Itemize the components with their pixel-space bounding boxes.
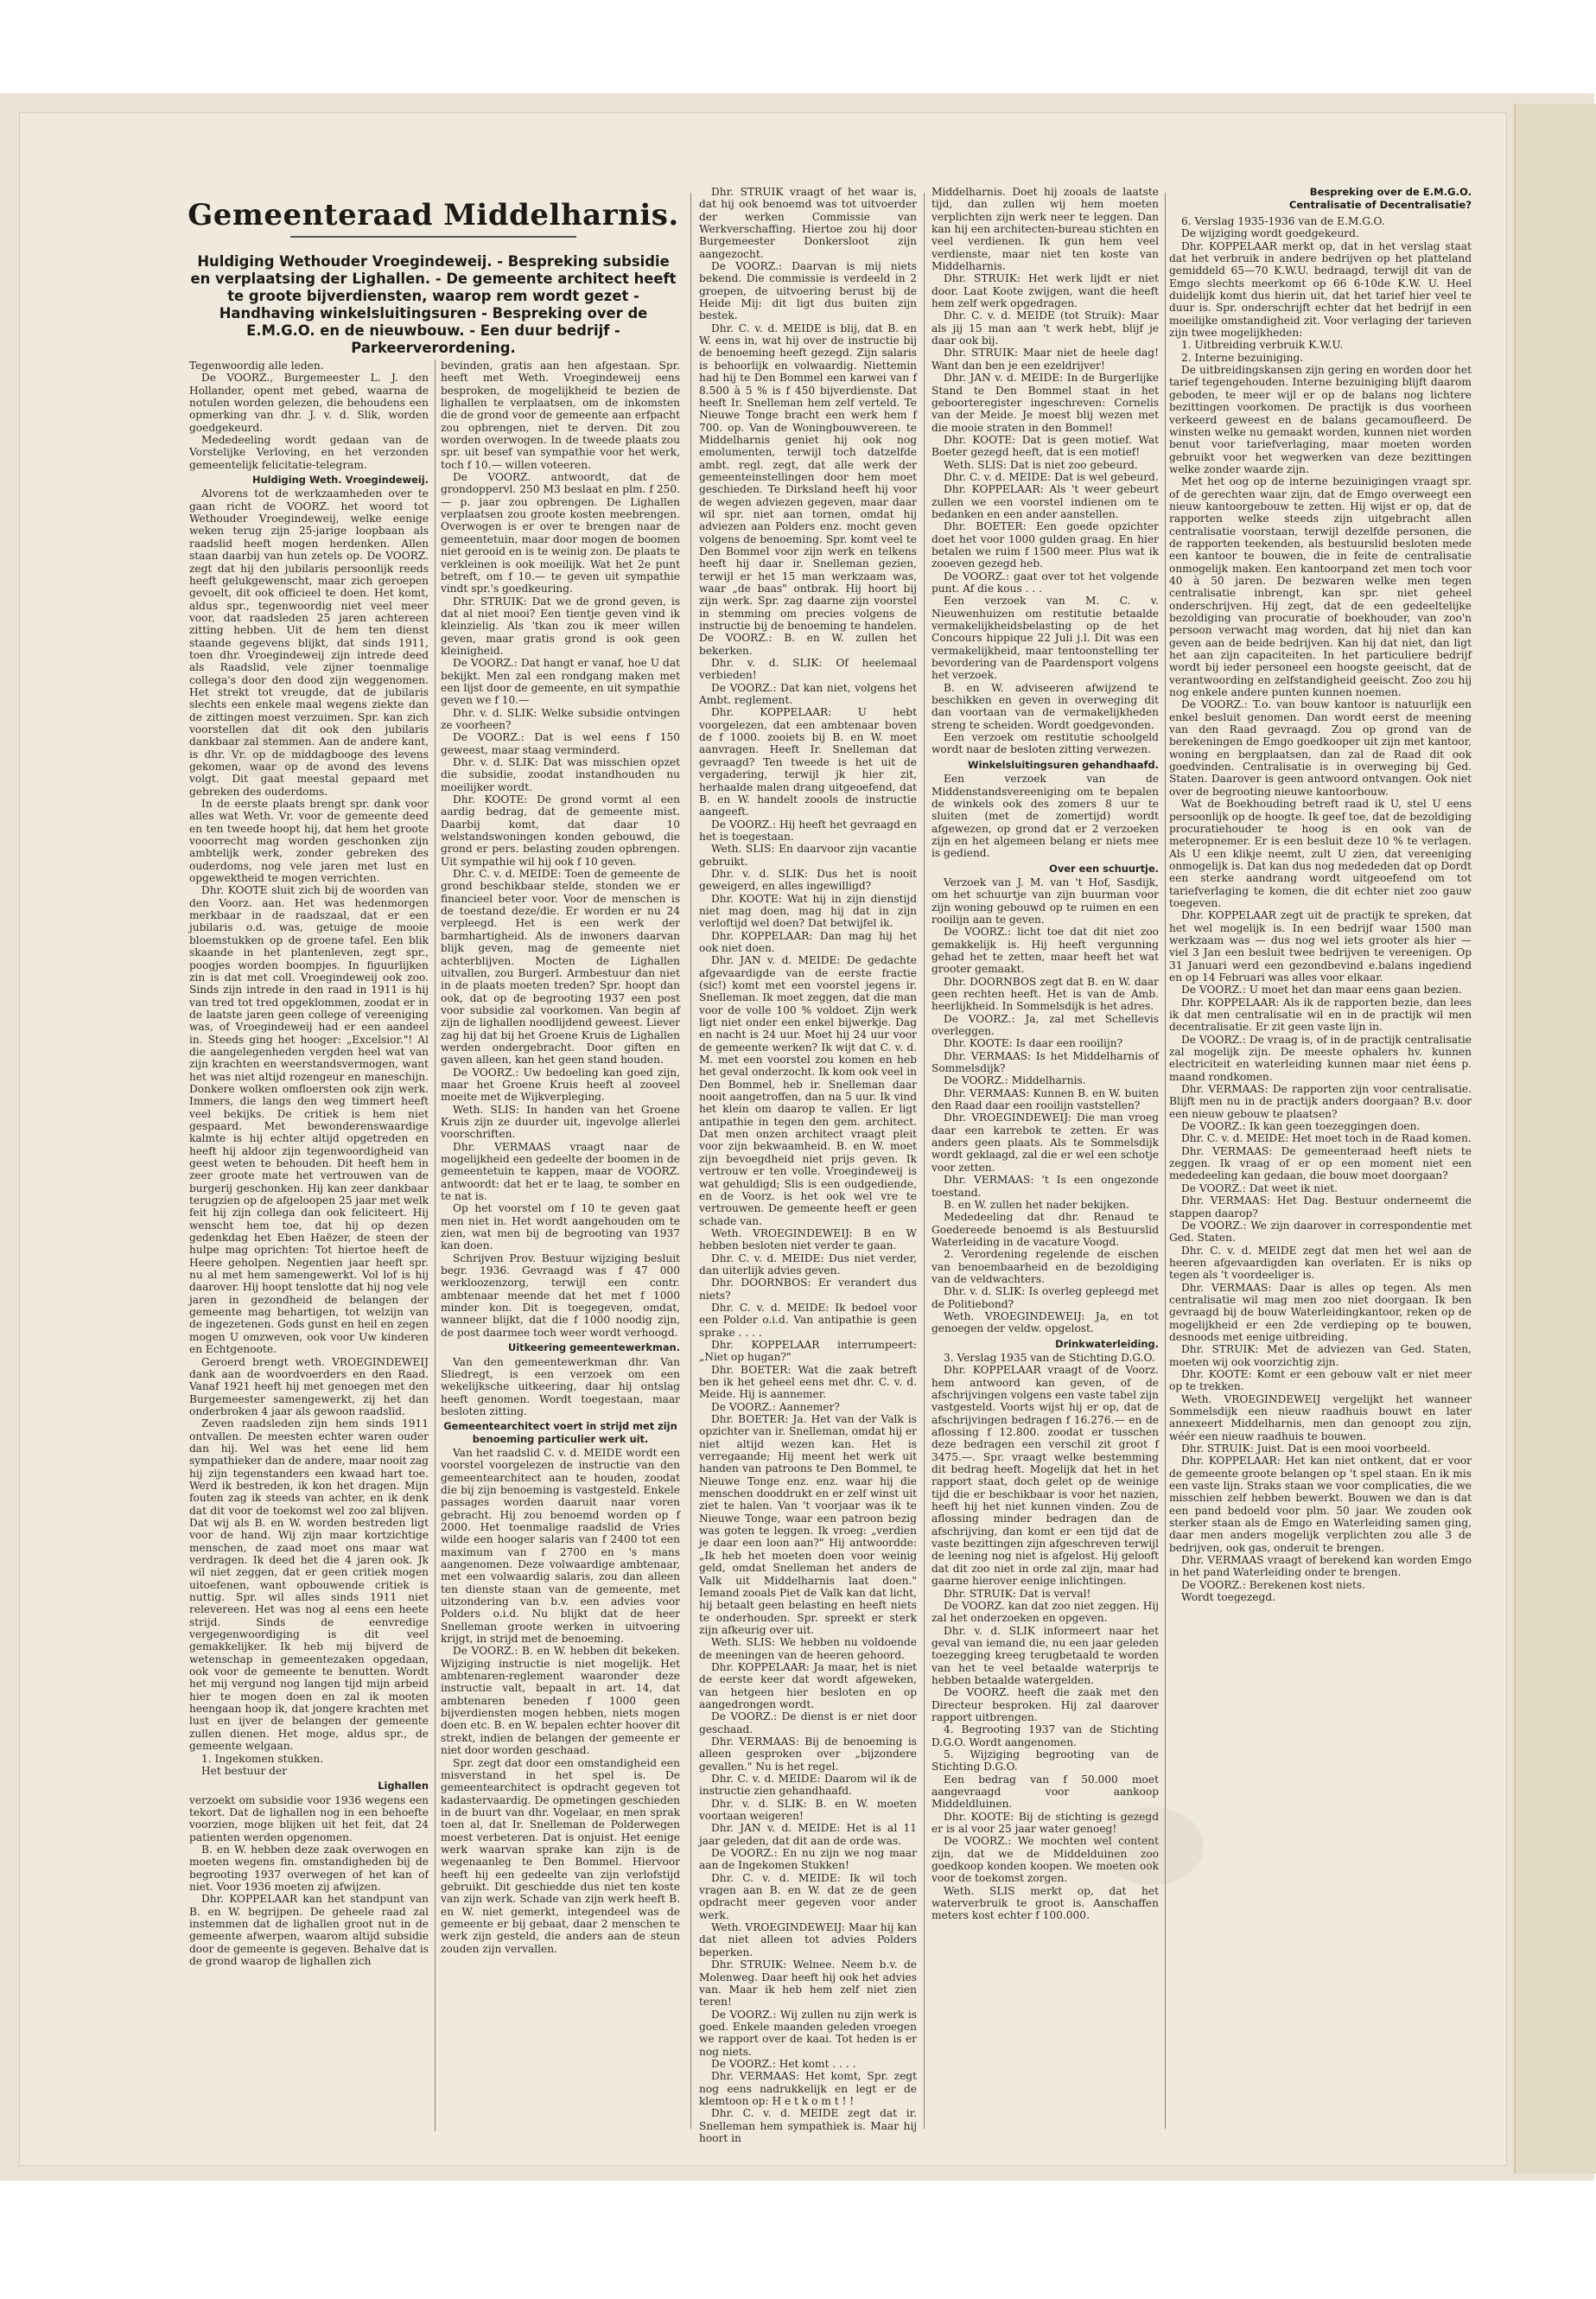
paragraph: De VOORZ.: Ja, zal met Schellevis overleggen. bbox=[932, 1012, 1159, 1038]
section-heading: Lighallen bbox=[378, 1780, 429, 1793]
paragraph: Weth. SLIS: En daarvoor zijn vacantie gebruikt. bbox=[699, 843, 917, 868]
paragraph: De VOORZ. heeft die zaak met den Directeur besproken. Hij zal daarover rapport uitbrengen. bbox=[932, 1686, 1159, 1723]
paragraph: Dhr. v. d. SLIK informeert naar het geval van iemand die, nu een jaar geleden toezegging kreeg terugbetaald te worden van het te veel betaalde waterprijs te hebben betaalde watergelden. bbox=[932, 1624, 1159, 1686]
paragraph: Dhr. KOPPELAAR kan het standpunt van B. en W. begrijpen. De geheele raad zal instemmen dat de lighallen groot nut in de gemeente afwerpen, waarom altijd subsidie door de gemeente is gegeven. Behalve dat is de grond waarop de lighallen zich bbox=[189, 1893, 429, 1967]
paragraph: Dhr. VERMAAS: Het komt, Spr. zegt nog eens nadrukkelijk en legt er de klemtoon op: H e t k o m t ! ! bbox=[699, 2070, 917, 2107]
paragraph: De VOORZ.: Ik kan geen toezeggingen doen. bbox=[1181, 1120, 1421, 1133]
paper-stain bbox=[227, 718, 305, 779]
paragraph: De VOORZ.: T.o. van bouw kantoor is natuurlijk een enkel besluit genomen. Dan wordt eerst de meening van den Raad gevraagd. Zou op grond van de berekeningen de Emgo goedkooper uit zijn met kantoor, woning en bergplaatsen, dan zal de Raad dit ook goedvinden. Centralisatie is in overweging bij Ged. Staten. Daarover is geen antwoord ontvangen. Ook niet over de begrooting nieuwe kantoorbouw. bbox=[1169, 698, 1472, 798]
paragraph: Dhr. KOOTE sluit zich bij de woorden van den Voorz. aan. Het was hedenmorgen merkbaar in de raadszaal, dat er een jubilaris o.d. was, getuige de mooie bloemstukken op de groene tafel. Een blik skaande in het plantenleven, zegt spr., poogjes worden boompjes. In figuurlijken zin is dat met coll. Vroegindeweij ook zoo. Sinds zijn intrede in den raad in 1911 is hij van tred tot tred opgeklommen, zoodat er in de laatste jaren geen college of vereeniging was, of Vroegindeweij had er een aandeel in. Steeds ging het hooger: „Excelsior."! Al die aangelegenheden vergden heel wat van zijn krachten en weerstandsvermogen, want het was niet altijd rozengeur en maneschijn. Donkere wolken omfloersten ook zijn werk. Immers, die langs den weg timmert heeft veel bekijks. De critiek is hem niet gespaard. Met bewonderenswaardige kalmte is hij echter altijd opgetreden en heeft hij aldoor zijn tegenwoordigheid van geest weten te behouden. Dit heeft hem in zeer groote mate het vertrouwen van de burgerij geschonken. Hij kan zeer dankbaar terugzien op de afgeloopen 25 jaar met welk feit hij zijn collega dan ook feliciteert. Hij wenscht hem toe, dat hij op dezen gedenkdag het Eben Haëzer, de steen der hulpe mag oprichten: Tot hiertoe heeft de Heere geholpen. Negentien jaar heeft spr. nu al met hem samengewerkt. Vol lof is hij daarover. Hij hoopt tenslotte dat hij nog vele jaren in gezondheid de belangen der gemeente mag behartigen, tot welzijn van de ingezetenen. Gods gunst en heil en zegen mogen U omzweven, ook voor Uw kinderen en Echtgenoote. bbox=[189, 884, 429, 1356]
section-heading: Huldiging Weth. Vroegindeweij. bbox=[251, 474, 429, 487]
paragraph: Wordt toegezegd. bbox=[1181, 1591, 1276, 1604]
paragraph: Dhr. VERMAAS vraagt of berekend kan worden Emgo in het pand Waterleiding onder te brengen. bbox=[1169, 1554, 1472, 1579]
paragraph: Dhr. JAN v. d. MEIDE: Het is al 11 jaar geleden, dat dit aan de orde was. bbox=[699, 1822, 917, 1847]
paragraph: Verzoek van J. M. van 't Hof, Sasdijk, om het schuurtje van zijn buurman voor zijn woning gebouwd op te ruimen en een rooilijn aan te geven. bbox=[932, 876, 1159, 926]
paragraph: Dhr. KOOTE: Is daar een rooilijn? bbox=[944, 1037, 1123, 1050]
paragraph: Weth. SLIS: We hebben nu voldoende de meeningen van de heeren gehoord. bbox=[699, 1636, 917, 1661]
section-heading: Uitkeering gemeentewerkman. bbox=[508, 1341, 680, 1354]
paragraph: Met het oog op de interne bezuinigingen vraagt spr. of de gerechten waar zijn, dat de Emgo overweegt een nieuw kantoorgebouw te zetten. Hij wijst er op, dat de rapporten welke steeds zijn uitgebracht allen centralisatie voorstaan, terwijl dezelfde personen, die de rapporten teekenden, als bestuurslid besloten mede een kantoor te bouwen, die in feite de centralisatie onmogelijk maken. Een kantoorpand zet men toch voor 40 à 50 jaren. De bezwaren welke men tegen centralisatie inbrengt, kan spr. niet geheel onderschrijven. Hij zegt, dat de een gedeeltelijke bezoldiging van procuratie of boekhouder, van zoo'n persoon verwacht mag worden, dat hij niet dan kan geven aan de beide bedrijven. Kan hij dat niet, dan ligt het aan zijn capaciteiten. In het particuliere bedrijf wordt bij ieder personeel een hoogste geeischt, dat de verantwoording en zelfstandigheid geeischt. Zoo zou hij nog enkele andere punten kunnen noemen. bbox=[1169, 475, 1472, 699]
section-heading: Winkelsluitingsuren gehandhaafd. bbox=[968, 758, 1159, 771]
paragraph: Dhr. STRUIK: Dat is verval! bbox=[944, 1587, 1091, 1600]
paragraph: Dhr. KOPPELAAR vraagt of de Voorz. hem antwoord kan geven, of de afschrijvingen volgens een vaste tabel zijn vastgesteld. Voorts wijst hij er op, dat de afschrijvingen bedragen f 16.276.— en de aflossing f 12.800. zoodat er tusschen deze bedragen een verschil zit groot f 3475.—. Spr. vraagt welke bestemming dit bedrag heeft. Mogelijk dat het in het rapport staat, doch gelet op de weinige tijd die er beschikbaar is voor het nazien, heeft hij het niet kunnen vinden. Zou de aflossing minder bedragen dan de afschrijving, dan komt er een tijd dat de vaste bezittingen zijn afgeschreven terwijl de leening nog niet is afgelost. Hij gelooft dat dit zoo niet in orde zal zijn, maar had gaarne hierover eenige inlichtingen. bbox=[932, 1364, 1159, 1588]
paragraph: Dhr. VERMAAS: De rapporten zijn voor centralisatie. Blijft men nu in de practijk anders doorgaan? B.v. door een nieuw gebouw te plaatsen? bbox=[1169, 1083, 1472, 1120]
paragraph: Geroerd brengt weth. VROEGINDEWEIJ dank aan de woordvoerders en den Raad. Vanaf 1921 heeft hij met genoegen met den Burgemeester samengewerkt, zij het dan onderbroken 4 jaar als gewoon raadslid. bbox=[189, 1355, 429, 1417]
paragraph: Dhr. BOETER: Wat die zaak betreft ben ik het geheel eens met dhr. C. v. d. Meide. Hij is aannemer. bbox=[699, 1363, 917, 1401]
section-subtitle-line: Centralisatie of Decentralisatie? bbox=[1288, 199, 1472, 211]
newspaper-page bbox=[19, 112, 1507, 2166]
paragraph: verzoekt om subsidie voor 1936 wegens een tekort. Dat de lighallen nog in een behoefte voorzien, moge blijken uit het feit, dat 24 patienten werden opgenomen. bbox=[189, 1793, 429, 1844]
article-masthead bbox=[187, 198, 680, 357]
paragraph: Dhr. KOOTE: De grond vormt al een aardig bedrag, dat de gemeente mist. Daarbij komt, dat daar 10 welstandswoningen konden gebouwd, die grond er pers. belasting zouden opbrengen. Uit sympathie wil hij ook f 10 geven. bbox=[441, 793, 680, 868]
paragraph: Dhr. BOETER: Ja. Het van der Valk is opzichter van ir. Snelleman, omdat hij er niet altijd wezen kan. Het is verregaande; Hij meent het werk uit handen van patroons te Den Bommel, te Nieuwe Tonge enz. enz. waar hij die menschen dooddrukt en er zelf winst uit ziet te halen. Van 't voorjaar was ik te Nieuwe Tonge, waar een patroon bezig was goten te leggen. Ik vroeg: „verdien je daar een loon aan?" Hij antwoordde: „Ik heb het moeten doen voor weinig geld, omdat Snelleman het anders de Valk uit Middelharnis laat doen." Iemand zooals Piet de Valk kan dat licht, hij betaalt geen belasting en heeft niets te onderhouden. Spr. spreekt er sterk zijn afkeurig over uit. bbox=[699, 1413, 917, 1636]
paragraph: De VOORZ.: We mochten wel content zijn, dat we de Middelduinen zoo goedkoop konden koopen. We moeten ook voor de toekomst zorgen. bbox=[932, 1835, 1159, 1885]
paragraph: Dhr. v. d. SLIK: Is overleg gepleegd met de Politiebond? bbox=[932, 1285, 1159, 1310]
paragraph: De VOORZ. kan dat zoo niet zeggen. Hij zal het onderzoeken en opgeven. bbox=[932, 1599, 1159, 1625]
paragraph: Dhr. JAN v. d. MEIDE: In de Burgerlijke Stand te Den Bommel staat in het geboorteregister ingeschreven: Cornelis van der Meide. Je moest blij wezen met die mooie straten in den Bommel! bbox=[932, 372, 1159, 434]
paragraph: De VOORZ.: licht toe dat dit niet zoo gemakkelijk is. Hij heeft vergunning gehad het te zetten, maar heeft het wat grooter gemaakt. bbox=[932, 926, 1159, 976]
paragraph: Dhr. VERMAAS: Is het Middelharnis of Sommelsdijk? bbox=[932, 1049, 1159, 1075]
paragraph: Dhr. JAN v. d. MEIDE: De gedachte afgevaardigde van de eerste fractie (sic!) komt met een voorstel jegens ir. Snelleman. Ik moet zeggen, dat die man voor de volle 100 % voldoet. Zijn werk ligt niet onder een enkel bijwerkje. Dag en nacht is 24 uur. Moet hij 24 uur voor de gemeente werken? Ik wijt dat C. v. d. M. met een voorstel zou komen en heb het geval onderzocht. Ik kom ook veel in Den Bommel, heb ir. Snelleman daar nooit aangetroffen, dan na 5 uur. Ik vind het klein om daarop te vallen. Er ligt antipathie in tegen den gem. architect. Dat men onzen architect vraagt pleit voor zijn bekwaamheid. B. en W. moet zijn bevoegdheid niet prijs geven. Ik vertrouw er ten volle. Vroegindeweij is wat gehuldigd; Slis is een oudgediende, en de Voorz. is het ook wel vre te vertrouwen. De gemeente heeft er geen schade van. bbox=[699, 954, 917, 1227]
paragraph: Dhr. v. d. SLIK: Welke subsidie ontvingen ze voorheen? bbox=[441, 706, 680, 731]
paragraph: bevinden, gratis aan hen afgestaan. Spr. heeft met Weth. Vroegindeweij eens besproken, de mogelijkheid te bezien de lighallen te verplaatsen, om de inkomsten die de grond voor de gemeente aan erfpacht zou opbrengen, niet te derven. Dit zou worden overwogen. In de tweede plaats zou spr. uit besef van sympathie voor het werk, toch f 10.— willen voteeren. bbox=[441, 360, 680, 471]
paragraph: Weth. VROEGINDEWEIJ: Ja, en tot genoegen der veldw. opgelost. bbox=[932, 1309, 1159, 1335]
paragraph: Dhr. BOETER: Een goede opzichter doet het voor 1000 gulden graag. En hier betalen we ruim f 1500 meer. Plus wat ik zooeven gezegd heb. bbox=[932, 520, 1159, 570]
paragraph: Dhr. KOPPELAAR zegt uit de practijk te spreken, dat het wel mogelijk is. In een bedrijf waar 1500 man werkzaam was — dus nog wel iets grooter als hier — viel 3 Jan een besluit twee bedrijven te vereenigen. Op 31 Januari werd een gezondbevind e.balans ingediend en op 14 Februari was alles voor elkaar. bbox=[1169, 909, 1472, 984]
paragraph: De VOORZ.: De dienst is er niet door geschaad. bbox=[699, 1710, 917, 1735]
paragraph: Dhr. C. v. d. MEIDE: Dus niet verder, dan uiterlijk advies geven. bbox=[699, 1251, 917, 1277]
paragraph: Dhr. STRUIK: Dat we de grond geven, is dat al niet mooi? Een tientje geven vind ik kleinzielig. Als 'tkan zou ik meer willen geven, maar gratis grond is ook geen kleinigheid. bbox=[441, 595, 680, 657]
paragraph: Dhr. C. v. d. MEIDE: Ik wil toch vragen aan B. en W. dat ze de geen opdracht meer gegeven voor ander werk. bbox=[699, 1871, 917, 1921]
paragraph: Dhr. VERMAAS: De gemeenteraad heeft niets te zeggen. Ik vraag of er op een moment niet een mededeeling kan gedaan, die bouw moet doorgaan? bbox=[1169, 1144, 1472, 1182]
paragraph: De VOORZ.: U moet het dan maar eens gaan bezien. bbox=[1181, 984, 1462, 997]
paragraph: Dhr. STRUIK: Maar niet de heele dag! Want dan ben je een ezeldrijver! bbox=[932, 347, 1159, 372]
paragraph: Dhr. VERMAAS vraagt naar de mogelijkheid een gedeelte der boomen in de gemeentetuin te kappen, maar de VOORZ. antwoordt: dat het er te laag, te somber en te nat is. bbox=[441, 1140, 680, 1203]
paragraph: Mededeeling dat dhr. Renaud te Goedereede benoemd is als Bestuurslid Waterleiding in de vacature Voogd. bbox=[932, 1211, 1159, 1248]
section-heading: Gemeentearchitect voert in strijd met zijn benoeming particulier werk uit. bbox=[443, 1420, 677, 1445]
paragraph: De VOORZ.: Het komt . . . . bbox=[711, 2057, 856, 2070]
paragraph: Dhr. C. v. d. MEIDE (tot Struik): Maar als jij 15 man aan 't werk hebt, blijf je daar ook bij. bbox=[932, 309, 1159, 347]
paragraph: Schrijven Prov. Bestuur wijziging besluit begr. 1936. Gevraagd was f 47 000 werkloozenzorg, terwijl een contr. ambtenaar meende dat het met f 1000 minder kon. Dit is toegegeven, omdat, wanneer blijkt, dat die f 1000 noodig zijn, de post daarmee toch weer wordt verhoogd. bbox=[441, 1251, 680, 1339]
text-column-2 bbox=[441, 360, 680, 2135]
text-column-5 bbox=[1169, 215, 1472, 2164]
column-rule bbox=[690, 193, 691, 2129]
paragraph: Wat de Boekhouding betreft raad ik U, stel U eens persoonlijk op de hoogte. Ik geef toe, dat de bezoldiging procuratiehouder te hoog is en ook van de meteropnemer. Er is een besluit deze 10 % te verlagen. Als U een klikje neemt, zult U zien, dat vereeniging onmogelijk is. Dat kan dus nog medededen dat op Dordt een sterke aandrang wordt uitgeoefend om tot tariefverlaging te komen, die dit echter niet zoo gauw toegeven. bbox=[1169, 798, 1472, 909]
paragraph: Dhr. KOPPELAAR: Dan mag hij het ook niet doen. bbox=[699, 929, 917, 954]
paragraph: Weth. SLIS merkt op, dat het waterverbruik te groot is. Aanschaffen meters kost echter f 100.000. bbox=[932, 1884, 1159, 1922]
paragraph: Dhr. KOPPELAAR: Als ik de rapporten bezie, dan lees ik dat men centralisatie wil en in de practijk wil men decentralisatie. Er zit geen vaste lijn in. bbox=[1169, 996, 1472, 1034]
paragraph: De VOORZ.: De vraag is, of in de practijk centralisatie zal mogelijk zijn. De meeste ophalers hv. kunnen electriciteit en waterleiding kunnen maar niet éens p. maand rondkomen. bbox=[1169, 1033, 1472, 1083]
paragraph: Dhr. KOOTE: Komt er een gebouw valt er niet meer op te trekken. bbox=[1169, 1367, 1472, 1393]
paper-stain bbox=[1100, 1807, 1204, 1885]
paragraph: De VOORZ.: Uw bedoeling kan goed zijn, maar het Groene Kruis heeft al zooveel moeite met de Wijkverpleging. bbox=[441, 1066, 680, 1104]
paragraph: Dhr. VERMAAS: 't Is een ongezonde toestand. bbox=[932, 1174, 1159, 1199]
paragraph: Dhr. VERMAAS: Het Dag. Bestuur onderneemt die stappen daarop? bbox=[1169, 1194, 1472, 1220]
paragraph: 3. Verslag 1935 van de Stichting D.G.O. bbox=[944, 1351, 1155, 1364]
paragraph: De VOORZ.: Hij heeft het gevraagd en het is toegestaan. bbox=[699, 818, 917, 843]
paragraph: De VOORZ., Burgemeester L. J. den Hollander, opent met gebed, waarna de notulen worden gelezen, die behoudens een opmerking van dhr. J. v. d. Slik, worden goedgekeurd. bbox=[189, 372, 429, 434]
paragraph: De VOORZ.: Dat weet ik niet. bbox=[1181, 1181, 1338, 1194]
paragraph: De VOORZ.: gaat over tot het volgende punt. Af die kous . . . bbox=[932, 570, 1159, 595]
list-item: 1. Uitbreiding verbruik K.W.U. bbox=[1181, 339, 1344, 352]
article-title: Gemeenteraad Middelharnis. bbox=[188, 198, 679, 232]
paragraph: Weth. VROEGINDEWEIJ vergelijkt het wanneer Sommelsdijk een nieuw raadhuis bouwt en later annexeert Middelharnis, men dan genoopt zou zijn, wéér een nieuw raadhuis te bouwen. bbox=[1169, 1392, 1472, 1442]
paragraph: De VOORZ.: En nu zijn we nog maar aan de Ingekomen Stukken! bbox=[699, 1847, 917, 1872]
column-rule bbox=[924, 193, 925, 2129]
article-deck: Huldiging Wethouder Vroegindeweij. - Bespreking subsidie en verplaatsing der Lighallen. - De gemeente architect heeft te groote bijverdiensten, waarop rem wordt gezet - Handhaving winkelsluitingsuren - Bespreking over de E.M.G.O. en de nieuwbouw. - Een duur bedrijf - Parkeerverordening. bbox=[190, 253, 677, 356]
paragraph: Dhr. KOOTE: Bij de stichting is gezegd er is al voor 25 jaar water genoeg! bbox=[932, 1810, 1159, 1836]
paragraph: Dhr. C. v. d. MEIDE zegt dat ir. Snelleman hem sympathiek is. Maar hij hoort in bbox=[699, 2107, 917, 2144]
paragraph: Dhr. C. v. d. MEIDE is blij, dat B. en W. eens in, wat hij over de instructie bij de benoeming heeft gezegd. Zijn salaris is behoorlijk en volwaardig. Niettemin had hij te Den Bommel een karwei van f 8.500 à 5 % is f 450 bijverdienste. Dat heeft Ir. Snelleman hem zelf verteld. Te Nieuwe Tonge bracht een werk hem f 700. op. Van de Woningbouwvereen. te Middelharnis geniet hij ook nog emolumenten, terwijl toch datzelfde ambt. regl. zegt, dat alle werk der gemeenteinstellingen door hem moet geschieden. Te Dirksland heeft hij voor de wegen adviezen gegeven, maar daar wil spr. niet aan tornen, omdat hij adviezen aan Polders enz. mocht geven volgens de benoeming. Spr. komt veel te Den Bommel voor zijn werk en telkens heeft hij daar ir. Snelleman gezien, terwijl er het 15 man werkzaam was, waar „de baas" ontbrak. Hij hoort bij zijn werk. Spr. zag daarne zijn voorstel in stemming om precies volgens de instructie bij de benoeming te handelen. De VOORZ.: B. en W. zullen het bekerken. bbox=[699, 322, 917, 657]
paragraph: Dhr. STRUIK: Welnee. Neem b.v. de Molenweg. Daar heeft hij ook het advies van. Maar ik heb hem zelf niet zien teren! bbox=[699, 1958, 917, 2009]
paragraph: Alvorens tot de werkzaamheden over te gaan richt de VOORZ. het woord tot Wethouder Vroegindeweij, welke eenige weken terug zijn 25-jarige loopbaan als raadslid heeft mogen herdenken. Allen staan daarbij van hun zetels op. De VOORZ. zegt dat hij den jubilaris persoonlijk reeds heeft gelukgewenscht, maar zich geroepen gevoelt, dit ook officieel te doen. Het komt, aldus spr., tegenwoordig niet veel meer voor, dat raadsleden 25 jaren achtereen zitting hebben. Uit de hem ten dienst staande gegevens blijkt, dat sinds 1911, toen dhr. Vroegindeweij zijn intrede deed als Raadslid, vele zijner toenmalige collega's door den dood zijn weggenomen. Het strekt tot vreugde, dat de jubilaris slechts een enkele maal wegens ziekte dan de zittingen moest verzuimen. Spr. kan zich voorstellen dat dit ook den jubilaris dankbaar zal stemmen. Aan de andere kant, is dhr. Vr. op de middagbooge des levens gekomen, waar op de avond des levens volgt. Dit gaat meestal gepaard met gebreken des ouderdoms. bbox=[189, 487, 429, 798]
paragraph: Weth. SLIS: Dat is niet zoo gebeurd. bbox=[944, 458, 1138, 471]
paragraph: Dhr. VROEGINDEWEIJ: Die man vroeg daar een karrebok te zetten. Er was anders geen plaats. Als te Sommelsdijk wordt geklaagd, zal die er wel een schotje voor zetten. bbox=[932, 1111, 1159, 1174]
paragraph: Dhr. VERMAAS: Daar is alles op tegen. Als men centralisatie wil mag men zoo niet doorgaan. Ik ben gevraagd bij de bouw Waterleidingkantoor, reken op de mogelijkheid er een 2de verdieping op te bouwen, desnoods met eenige uitbreiding. bbox=[1169, 1281, 1472, 1343]
paragraph: De VOORZ.: Berekenen kost niets. bbox=[1181, 1578, 1366, 1591]
paragraph: De VOORZ.: Dat is wel eens f 150 geweest, maar staag verminderd. bbox=[441, 731, 680, 756]
paragraph: Dhr. C. v. d. MEIDE: Toen de gemeente de grond beschikbaar stelde, stonden we er financieel beter voor. Voor de menschen is de toestand deze/die. Er worden er nu 24 verpleegd. Het is een werk der barmhartigheid. Als de inwoners daarvan blijk geven, mag de gemeente niet achterblijven. Mocten de Lighallen uitvallen, zou Burgerl. Armbestuur dan niet in de plaats moeten treden? Spr. hoopt dan ook, dat op de begrooting 1937 een post voor subsidie zal voorkomen. Van begin af zijn de lighallen noodlijdend geweest. Liever zag hij dat bij het Groene Kruis de Lighallen werden ondergebracht. Door giften en gaven alleen, kan het geen stand houden. bbox=[441, 868, 680, 1067]
paragraph: De VOORZ.: Dat hangt er vanaf, hoe U dat bekijkt. Men zal een rondgang maken met een lijst door de gemeente, en uit sympathie geven we f 10.— bbox=[441, 657, 680, 707]
paragraph: De VOORZ.: Dat kan niet, volgens het Ambt. reglement. bbox=[699, 681, 917, 707]
section-title-emgo bbox=[1169, 186, 1472, 212]
paragraph: Mededeeling wordt gedaan van de Vorstelijke Verloving, en het verzonden gemeentelijk felicitatie-telegram. bbox=[189, 434, 429, 471]
section-heading: Over een schuurtje. bbox=[1049, 862, 1159, 875]
paragraph: Van het raadslid C. v. d. MEIDE wordt een voorstel voorgelezen de instructie van den gemeentearchitect aan te houden, zoodat die bij zijn benoeming is vastgesteld. Enkele passages worden daaruit naar voren gebracht. Hij zou benoemd worden op f 2000. Het toenmalige raadslid de Vries wilde een hooger salaris van f 2400 tot een maximum van f 2700 en 's mans aangenomen. Deze volwaardige ambtenaar, met een volwaardig salaris, zou dan alleen ten dienste staan van de gemeente, met uitzondering van b.v. een advies voor Polders o.i.d. Nu blijkt dat de heer Snelleman groote werken in uitvoering krijgt, in strijd met de benoeming. bbox=[441, 1446, 680, 1646]
paragraph: Dhr. STRUIK: Met de adviezen van Ged. Staten, moeten wij ook voorzichtig zijn. bbox=[1169, 1343, 1472, 1368]
text-column-3 bbox=[699, 186, 917, 2144]
paragraph: Dhr. VERMAAS: Kunnen B. en W. buiten den Raad daar een rooilijn vaststellen? bbox=[932, 1086, 1159, 1112]
paragraph: Dhr. KOPPELAAR: Ja maar, het is niet de eerste keer dat wordt afgeweken, van hetgeen hier besloten en op aangedrongen wordt. bbox=[699, 1660, 917, 1710]
paragraph: Dhr. C. v. d. MEIDE: Het moet toch in de Raad komen. bbox=[1181, 1132, 1472, 1145]
paragraph: Middelharnis. Doet hij zooals de laatste tijd, dan zullen wij hem moeten verplichten zijn werk neer te leggen. Dan kan hij een architecten-bureau stichten en veel verdienen. Ik gun hem veel verdienste, maar niet ten koste van Middelharnis. bbox=[932, 186, 1159, 273]
paragraph: De VOORZ.: Wij zullen nu zijn werk is goed. Enkele maanden geleden vroegen we rapport over de kaai. Tot heden is er nog niets. bbox=[699, 2008, 917, 2058]
paragraph: Een verzoek van M. C. v. Nieuwenhuizen om restitutie betaalde vermakelijkheidsbelasting op de het Concours hippique 22 Juli j.l. Dit was een vermakelijkheid, maar tentoonstelling ter bevordering van de Paardensport volgens het verzoek. bbox=[932, 595, 1159, 682]
paragraph: B. en W. hebben deze zaak overwogen en moeten wegens fin. omstandigheden bij de begrooting 1937 overwegen of het kan of niet. Voor 1936 moeten zij afwijzen. bbox=[189, 1843, 429, 1893]
paragraph: Dhr. KOPPELAAR: U hebt voorgelezen, dat een ambtenaar boven de f 1000. zooiets bij B. en W. moet aanvragen. Heeft Ir. Snelleman dat gevraagd? Ten tweede is het uit de vergadering, terwijl jk hier zit, herhaalde malen drang uitgeoefend, dat B. en W. handelt zoools de instructie aangeeft. bbox=[699, 706, 917, 818]
paragraph: Dhr. DOORNBOS zegt dat B. en W. daar geen rechten heeft. Het is van de Amb. heerlijkheid. In Sommelsdijk is het adres. bbox=[932, 975, 1159, 1013]
paragraph: Dhr. DOORNBOS: Er verandert dus niets? bbox=[699, 1277, 917, 1302]
paragraph: Spr. zegt dat door een omstandigheid een misverstand in het spel is. De gemeentearchitect is opdracht gegeven tot kadastervaardig. De opmetingen geschieden in de buurt van dhr. Vogelaar, en men sprak toen al, dat Ir. Snelleman de Polderwegen moest verbeteren. Dat is onjuist. Het eenige werk waarvan sprake kan zijn is de wegenaanleg te Den Bommel. Hiervoor heeft hij een gedeelte van zijn verlofstijd gebruikt. Dit geschiedde dus niet ten koste van zijn werk. Schade van zijn werk heeft B. en W. niet gemerkt, integendeel was de gemeente er bij gebaat, daar 2 menschen te werk zijn gesteld, die anders aan de steun zouden zijn vervallen. bbox=[441, 1756, 680, 1955]
paragraph: Een verzoek om restitutie schoolgeld wordt naar de besloten zitting verwezen. bbox=[932, 731, 1159, 756]
list-item: 2. Interne bezuiniging. bbox=[1181, 351, 1304, 364]
section-heading: Drinkwaterleiding. bbox=[1055, 1337, 1159, 1350]
paragraph: De VOORZ. antwoordt, dat de grondoppervl. 250 M3 beslaat en plm. f 250.— p. jaar zou opbrengen. De Lighallen verplaatsen zou groote kosten meebrengen. Overwogen is er over te brengen naar de gemeentetuin, maar door mogen de boomen niet gerooid en is te weinig zon. De plaats te verkleinen is ook moeilijk. Wat het 2e punt betreft, om f 10.— te geven uit sympathie vindt spr.'s goedkeuring. bbox=[441, 471, 680, 595]
paragraph: De VOORZ.: We zijn daarover in correspondentie met Ged. Staten. bbox=[1169, 1219, 1472, 1245]
paragraph: Dhr. STRUIK: Juist. Dat is een mooi voorbeeld. bbox=[1181, 1442, 1431, 1455]
article-body-left bbox=[187, 360, 680, 2135]
paragraph: Dhr. v. d. SLIK: Dat was misschien opzet die subsidie, zoodat instandhouden nu moeilijker wordt. bbox=[441, 756, 680, 793]
paragraph: 4. Begrooting 1937 van de Stichting D.G.O. Wordt aangenomen. bbox=[932, 1723, 1159, 1748]
paragraph: De VOORZ.: Daarvan is mij niets bekend. Die commissie is verdeeld in 2 groepen, de uitvoering berust bij de Heide Mij: dit ligt dus buiten zijn bestek. bbox=[699, 260, 917, 322]
paragraph: 6. Verslag 1935-1936 van de E.M.G.O. bbox=[1181, 215, 1385, 227]
paragraph: Dhr. KOPPELAAR merkt op, dat in het verslag staat dat het verbruik in andere bedrijven op het platteland gemiddeld 65—70 K.W.U. bedraagd, terwijl dit van de Emgo slechts meerkomt op 66 6-10de K.W. U. Heel duidelijk komt dus hierin uit, dat het tarief hier veel te duur is. Spr. onderschrijft echter dat het bedrijf in een moeilijke omstandigheid zit. Voor verlaging der tarieven zijn twee mogelijkheden: bbox=[1169, 239, 1472, 340]
paragraph: Dhr. v. d. SLIK: Of heelemaal verbieden! bbox=[699, 657, 917, 682]
paragraph: Tegenwoordig alle leden. bbox=[189, 360, 324, 372]
paragraph: Dhr. C. v. d. MEIDE: Ik bedoel voor een Polder o.i.d. Van antipathie is geen sprake . . . . bbox=[699, 1301, 917, 1339]
paragraph: Dhr. C. v. d. MEIDE zegt dat men het wel aan de heeren afgevaardigden kan overlaten. Er is niks op tegen als 't voordeeliger is. bbox=[1169, 1244, 1472, 1282]
paragraph: 2. Verordening regelende de eischen van benoembaarheid en de bezoldiging van de veldwachters. bbox=[932, 1248, 1159, 1285]
text-column-1 bbox=[189, 360, 429, 2135]
paragraph: Weth. VROEGINDEWEIJ: Maar hij kan dat niet alleen tot advies Polders beperken. bbox=[699, 1921, 917, 1958]
paragraph: Op het voorstel om f 10 te geven gaat men niet in. Het wordt aangehouden om te zien, wat men bij de begrooting van 1937 kan doen. bbox=[441, 1202, 680, 1252]
adjacent-page-edge bbox=[1514, 104, 1596, 2174]
paragraph: De wijziging wordt goedgekeurd. bbox=[1181, 227, 1359, 240]
paragraph: Dhr. KOPPELAAR interrumpeert: „Niet op hugan?" bbox=[699, 1338, 917, 1364]
paragraph: Zeven raadsleden zijn hem sinds 1911 ontvallen. De meesten echter waren ouder dan hij. Wel was het eene lid hem sympathieker dan de andere, maar nooit zag hij zijn tegenstanders een kwaad hart toe. Werd ik bestreden, ik kon het dragen. Mijn fouten zag ik steeds van achter, en ik denk dat dit voor de toekomst wel zoo zal blijven. Dat wij als B. en W. worden bestreden ligt voor de hand. Wij zijn maar kortzichtige menschen, de zaad moet ons maar wat verdragen. Ik deed het die 4 jaren ook. Jk wil niet zeggen, dat er geen critiek mogen uitoefenen, want opbouwende critiek is nuttig. Spr. wil alles sinds 1911 niet relevereen. Het was nog al eens een heete strijd. Sinds de eenvredige vergegenwoordiging is dit veel gemakkelijker. Ik heb mij bijverd de wetenschap in gemeentezaken opgedaan, ook voor de gemeente te benutten. Wordt het mij vergund nog langen tijd mijn arbeid hier te mogen doen en zal ik mooten heengaan hoop ik, dat jongere krachten met lust en ijver de belangen der gemeente zullen dienen. Het moge, aldus spr., de gemeente welgaan. bbox=[189, 1417, 429, 1753]
paragraph: Dhr. v. d. SLIK: Dus het is nooit geweigerd, en alles ingewilligd? bbox=[699, 867, 917, 893]
paragraph: Dhr. STRUIK: Het werk lijdt er niet door. Laat Koote zwijgen, want die heeft hem zelf werk opgedragen. bbox=[932, 272, 1159, 310]
paragraph: Een verzoek van de Middenstandsvereeniging om te bepalen de winkels ook des zomers 8 uur te sluiten (met de zomertijd) wordt afgewezen, op grond dat er 2 verzoeken zijn en het algemeen belang er niets mee is gediend. bbox=[932, 773, 1159, 860]
list-item: Het bestuur der bbox=[201, 1764, 288, 1777]
paragraph: Weth. SLIS: In handen van het Groene Kruis zijn ze duurder uit, ingevolge allerlei voorschriften. bbox=[441, 1103, 680, 1141]
paragraph: Weth. VROEGINDEWEIJ: B en W hebben besloten niet verder te gaan. bbox=[699, 1226, 917, 1252]
paragraph: De uitbreidingskansen zijn gering en worden door het tarief tegengehouden. Interne bezuiniging blijft daarom geboden, te meer wijl er op de balans nog lichtere bezittingen voorkomen. De practijk is dus voorheen verkeerd geweest en de balans gecamoufleerd. De winsten welke nu gemaakt worden, kunnen niet worden benut voor tariefverlaging, maar moeten worden gebruikt voor het wegwerken van deze bezittingen welke zonder waarde zijn. bbox=[1169, 364, 1472, 475]
title-underline bbox=[290, 236, 576, 238]
paragraph: B. en W. zullen het nader bekijken. bbox=[944, 1198, 1129, 1211]
list-item: 1. Ingekomen stukken. bbox=[201, 1752, 324, 1765]
paragraph: 5. Wijziging begrooting van de Stichting D.G.O. bbox=[932, 1748, 1159, 1774]
section-title-line: Bespreking over de E.M.G.O. bbox=[1309, 186, 1472, 198]
paragraph: Dhr. KOOTE: Dat is geen motief. Wat Boeter gezegd heeft, dat is een motief! bbox=[932, 433, 1159, 459]
paragraph: Dhr. STRUIK vraagt of het waar is, dat hij ook benoemd was tot uitvoerder der werken Commissie van Werkverschaffing. Hiertoe zou hij door Burgemeester Donkersloot zijn aangezocht. bbox=[699, 186, 917, 260]
paragraph: Een bedrag van f 50.000 moet aangevraagd voor aankoop Middeldluinen. bbox=[932, 1773, 1159, 1811]
paragraph: De VOORZ.: B. en W. hebben dit bekeken. Wijziging instructie is niet mogelijk. Het ambtenaren-reglement waaronder deze instructie valt, bepaalt in art. 14, dat ambtenaren beneden f 1000 geen bijverdiensten mogen hebben, niets mogen doen etc. B. en W. bepalen echter hoover dit strekt, indien de belangen der gemeente er niet door worden geschaad. bbox=[441, 1645, 680, 1757]
paragraph: Dhr. KOPPELAAR: Als 't weer gebeurt zullen we een voorstel indienen om te bedanken en een ander aanstellen. bbox=[932, 483, 1159, 520]
paragraph: B. en W. adviseeren afwijzend te beschikken en geven in overweging dit dan voortaan van de vermakelijkheden streng te scheiden. Wordt goedgevonden. bbox=[932, 681, 1159, 731]
paragraph: Van den gemeentewerkman dhr. Van Sliedregt, is een verzoek om een wekelijksche uitkeering, daar hij ontslag heeft genomen. Wordt toegestaan, maar besloten zitting. bbox=[441, 1355, 680, 1417]
paragraph: Dhr. C. v. d. MEIDE: Dat is wel gebeurd. bbox=[944, 470, 1159, 483]
paragraph: Dhr. KOOTE: Wat hij in zijn dienstijd niet mag doen, mag hij dat in zijn verloftijd wel doen? Dat betwijfel ik. bbox=[699, 892, 917, 930]
paragraph: Dhr. v. d. SLIK: B. en W. moeten voortaan weigeren! bbox=[699, 1797, 917, 1823]
paragraph: In de eerste plaats brengt spr. dank voor alles wat Weth. Vr. voor de gemeente deed en ten tweede hoopt hij, dat hem het groote vooorrecht mag worden geschonken zijn ambtelijk werk, zonder gebreken des ouderdoms, nog vele jaren met lust en opgewektheid te mogen verrichten. bbox=[189, 798, 429, 885]
paragraph: Dhr. VERMAAS: Bij de benoeming is alleen gesproken over „bijzondere gevallen." Nu is het regel. bbox=[699, 1735, 917, 1773]
paragraph: Dhr. C. v. d. MEIDE: Daarom wil ik de instructie zien gehandhaafd. bbox=[699, 1773, 917, 1798]
paragraph: De VOORZ.: Middelharnis. bbox=[944, 1074, 1086, 1087]
column-rule bbox=[435, 360, 436, 2131]
paragraph: De VOORZ.: Aannemer? bbox=[711, 1400, 840, 1413]
paragraph: Dhr. KOPPELAAR: Het kan niet ontkent, dat er voor de gemeente groote belangen op 't spel staan. En ik mis een vaste lijn. Straks staan we voor complicaties, die we misschien zelf hebben bewerkt. Bouwen we dan is dat een pand bedoeld voor plm. 50 jaar. We zouden ook sterker staan als de Emgo en Waterleiding samen ging, daar men anders mogelijk verplichten zou alle 3 de bedrijven, ook gas, onderuit te brengen. bbox=[1169, 1455, 1472, 1554]
